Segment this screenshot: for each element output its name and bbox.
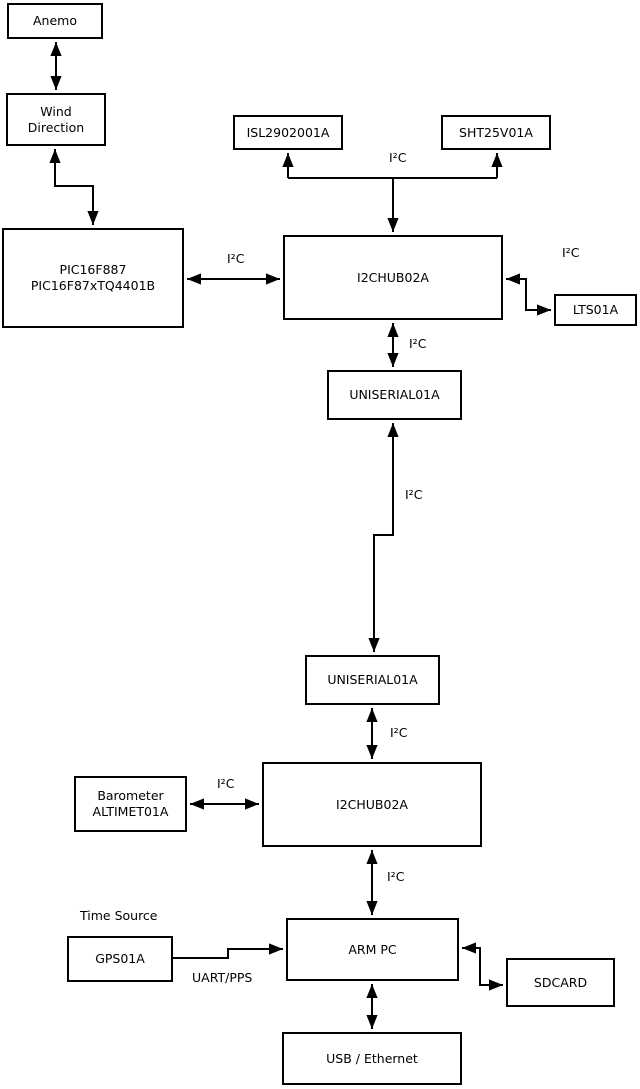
edge-label-i2c-uniserial-hub2: I²C	[390, 725, 408, 740]
node-uniserial-top	[327, 370, 462, 420]
edge-wind-pic	[55, 149, 93, 225]
edge-label-i2c-hub-lts: I²C	[562, 245, 580, 260]
edge-label-i2c-pic-hub: I²C	[227, 251, 245, 266]
node-wind-direction-line1: Wind	[40, 103, 72, 119]
node-isl	[233, 115, 343, 150]
node-barometer-line2: ALTIMET01A	[92, 804, 169, 819]
node-uniserial-bottom-label: UNISERIAL01A	[327, 672, 418, 687]
edge-label-i2c-hub-uniserial: I²C	[409, 336, 427, 351]
node-lts-label: LTS01A	[572, 302, 619, 317]
edge-label-i2c-isl-sht: I²C	[389, 150, 407, 165]
edge-uniserial-link	[374, 423, 393, 652]
node-i2chub-bottom	[262, 762, 482, 847]
node-i2chub-top-label: I2CHUB02A	[357, 269, 429, 285]
edge-i2chub-lts	[506, 279, 551, 310]
node-anemo-label: Anemo	[33, 13, 77, 28]
edge-label-i2c-barometer-hub2: I²C	[217, 776, 235, 791]
node-isl-label: ISL2902001A	[246, 124, 330, 140]
edge-armpc-sdcard	[462, 948, 503, 985]
node-barometer-line1: Barometer	[97, 788, 164, 803]
node-pic	[2, 228, 184, 328]
node-gps	[67, 936, 173, 982]
node-i2chub-top	[283, 235, 503, 320]
edge-label-uart-pps: UART/PPS	[192, 970, 253, 985]
node-sdcard	[506, 958, 615, 1007]
node-i2chub-bottom-label: I2CHUB02A	[336, 796, 408, 812]
node-sdcard-label: SDCARD	[533, 974, 588, 990]
node-usb-ethernet-label: USB / Ethernet	[326, 1050, 418, 1066]
edge-gps-armpc	[173, 949, 283, 958]
node-sht	[441, 115, 551, 150]
edge-label-i2c-hub2-armpc: I²C	[387, 869, 405, 884]
node-arm-pc	[286, 918, 459, 981]
node-sht-label: SHT25V01A	[459, 124, 533, 140]
node-wind-direction-line2: Direction	[27, 119, 85, 135]
node-uniserial-bottom	[305, 655, 440, 705]
node-pic-line1: PIC16F887	[59, 262, 127, 277]
node-anemo	[7, 3, 103, 39]
node-wind-direction	[6, 93, 106, 146]
node-lts	[554, 294, 637, 326]
node-barometer	[74, 776, 187, 832]
node-arm-pc-label: ARM PC	[348, 941, 397, 957]
node-gps-label: GPS01A	[95, 951, 145, 966]
node-uniserial-top-label: UNISERIAL01A	[349, 387, 440, 402]
edge-label-time-source: Time Source	[80, 908, 158, 923]
edge-label-i2c-uniserial-link: I²C	[405, 487, 423, 502]
node-usb-ethernet	[282, 1032, 462, 1085]
node-pic-line2: PIC16F87xTQ4401B	[30, 278, 156, 293]
